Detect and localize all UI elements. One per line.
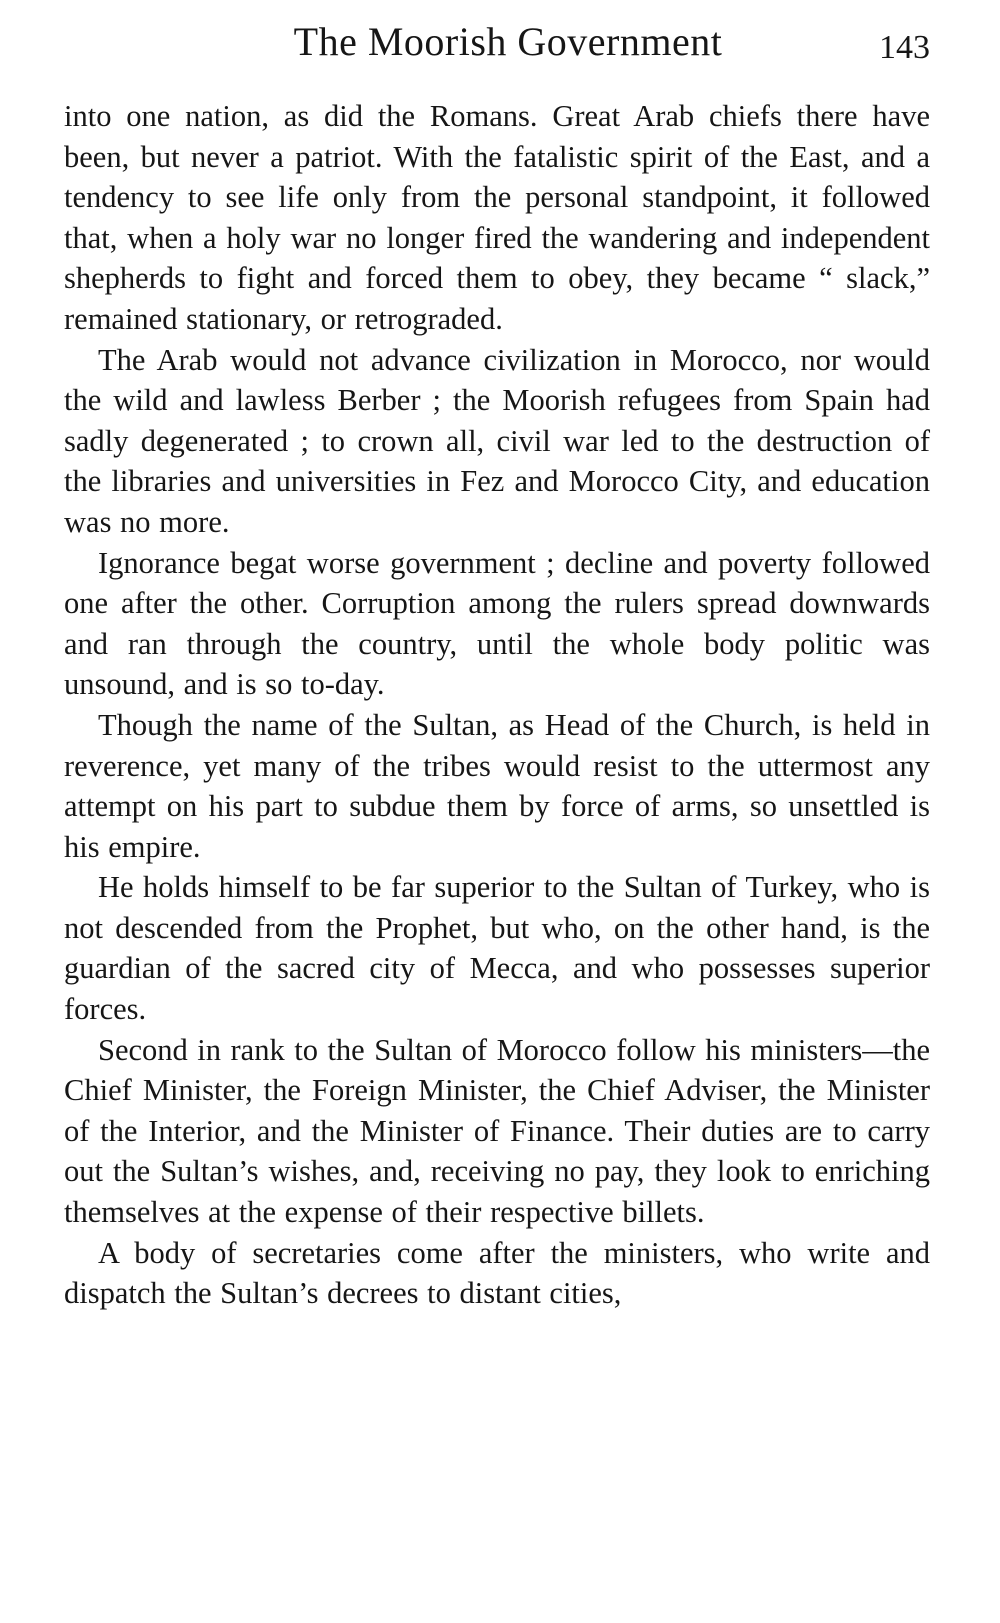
paragraph: He holds himself to be far superior to the Sultan of Turkey, who is not descended from the Prophet, but who, on the other hand, is the guardian of the sacred city of Mecca, and who possesses superior forces.: [64, 870, 930, 1027]
page-number: 143: [879, 29, 930, 66]
paragraph: A body of secretaries come after the ministers, who write and dispatch the Sultan’s decrees to distant cities,: [64, 1235, 930, 1311]
body-text: [64, 96, 930, 1314]
running-title: The Moorish Government: [293, 19, 723, 64]
paragraph-continued: into one nation, as did the Romans. Great Arab chiefs there have been, but never a patriot. With the fatalistic spirit of the East, and a tendency to see life only from the personal standpoint, it followed that, when a holy war no longer fired the wandering and independent shepherds to fight and forced them to obey, they became “ slack,” remained stationary, or retrograded.: [64, 99, 930, 336]
paragraph: Second in rank to the Sultan of Morocco follow his ministers—the Chief Minister, the Foreign Minister, the Chief Adviser, the Minister of the Interior, and the Minister of Finance. Their duties are to carry out the Sultan’s wishes, and, receiving no pay, they look to enriching themselves at the expense of their respective billets.: [64, 1032, 930, 1230]
running-head: [62, 14, 934, 70]
paragraph: Though the name of the Sultan, as Head of the Church, is held in reverence, yet many of the tribes would resist to the uttermost any attempt on his part to subdue them by force of arms, so unsettled is his empire.: [64, 707, 930, 864]
paragraph: Ignorance begat worse government ; decline and poverty followed one after the other. Corruption among the rulers spread downwards and ran through the country, until the whole body politic was unsound, and is so to-day.: [64, 545, 930, 702]
paragraph: The Arab would not advance civilization in Morocco, nor would the wild and lawless Berber ; the Moorish refugees from Spain had sadly degenerated ; to crown all, civil war led to the destruction of the libraries and universities in Fez and Morocco City, and education was no more.: [64, 342, 930, 539]
